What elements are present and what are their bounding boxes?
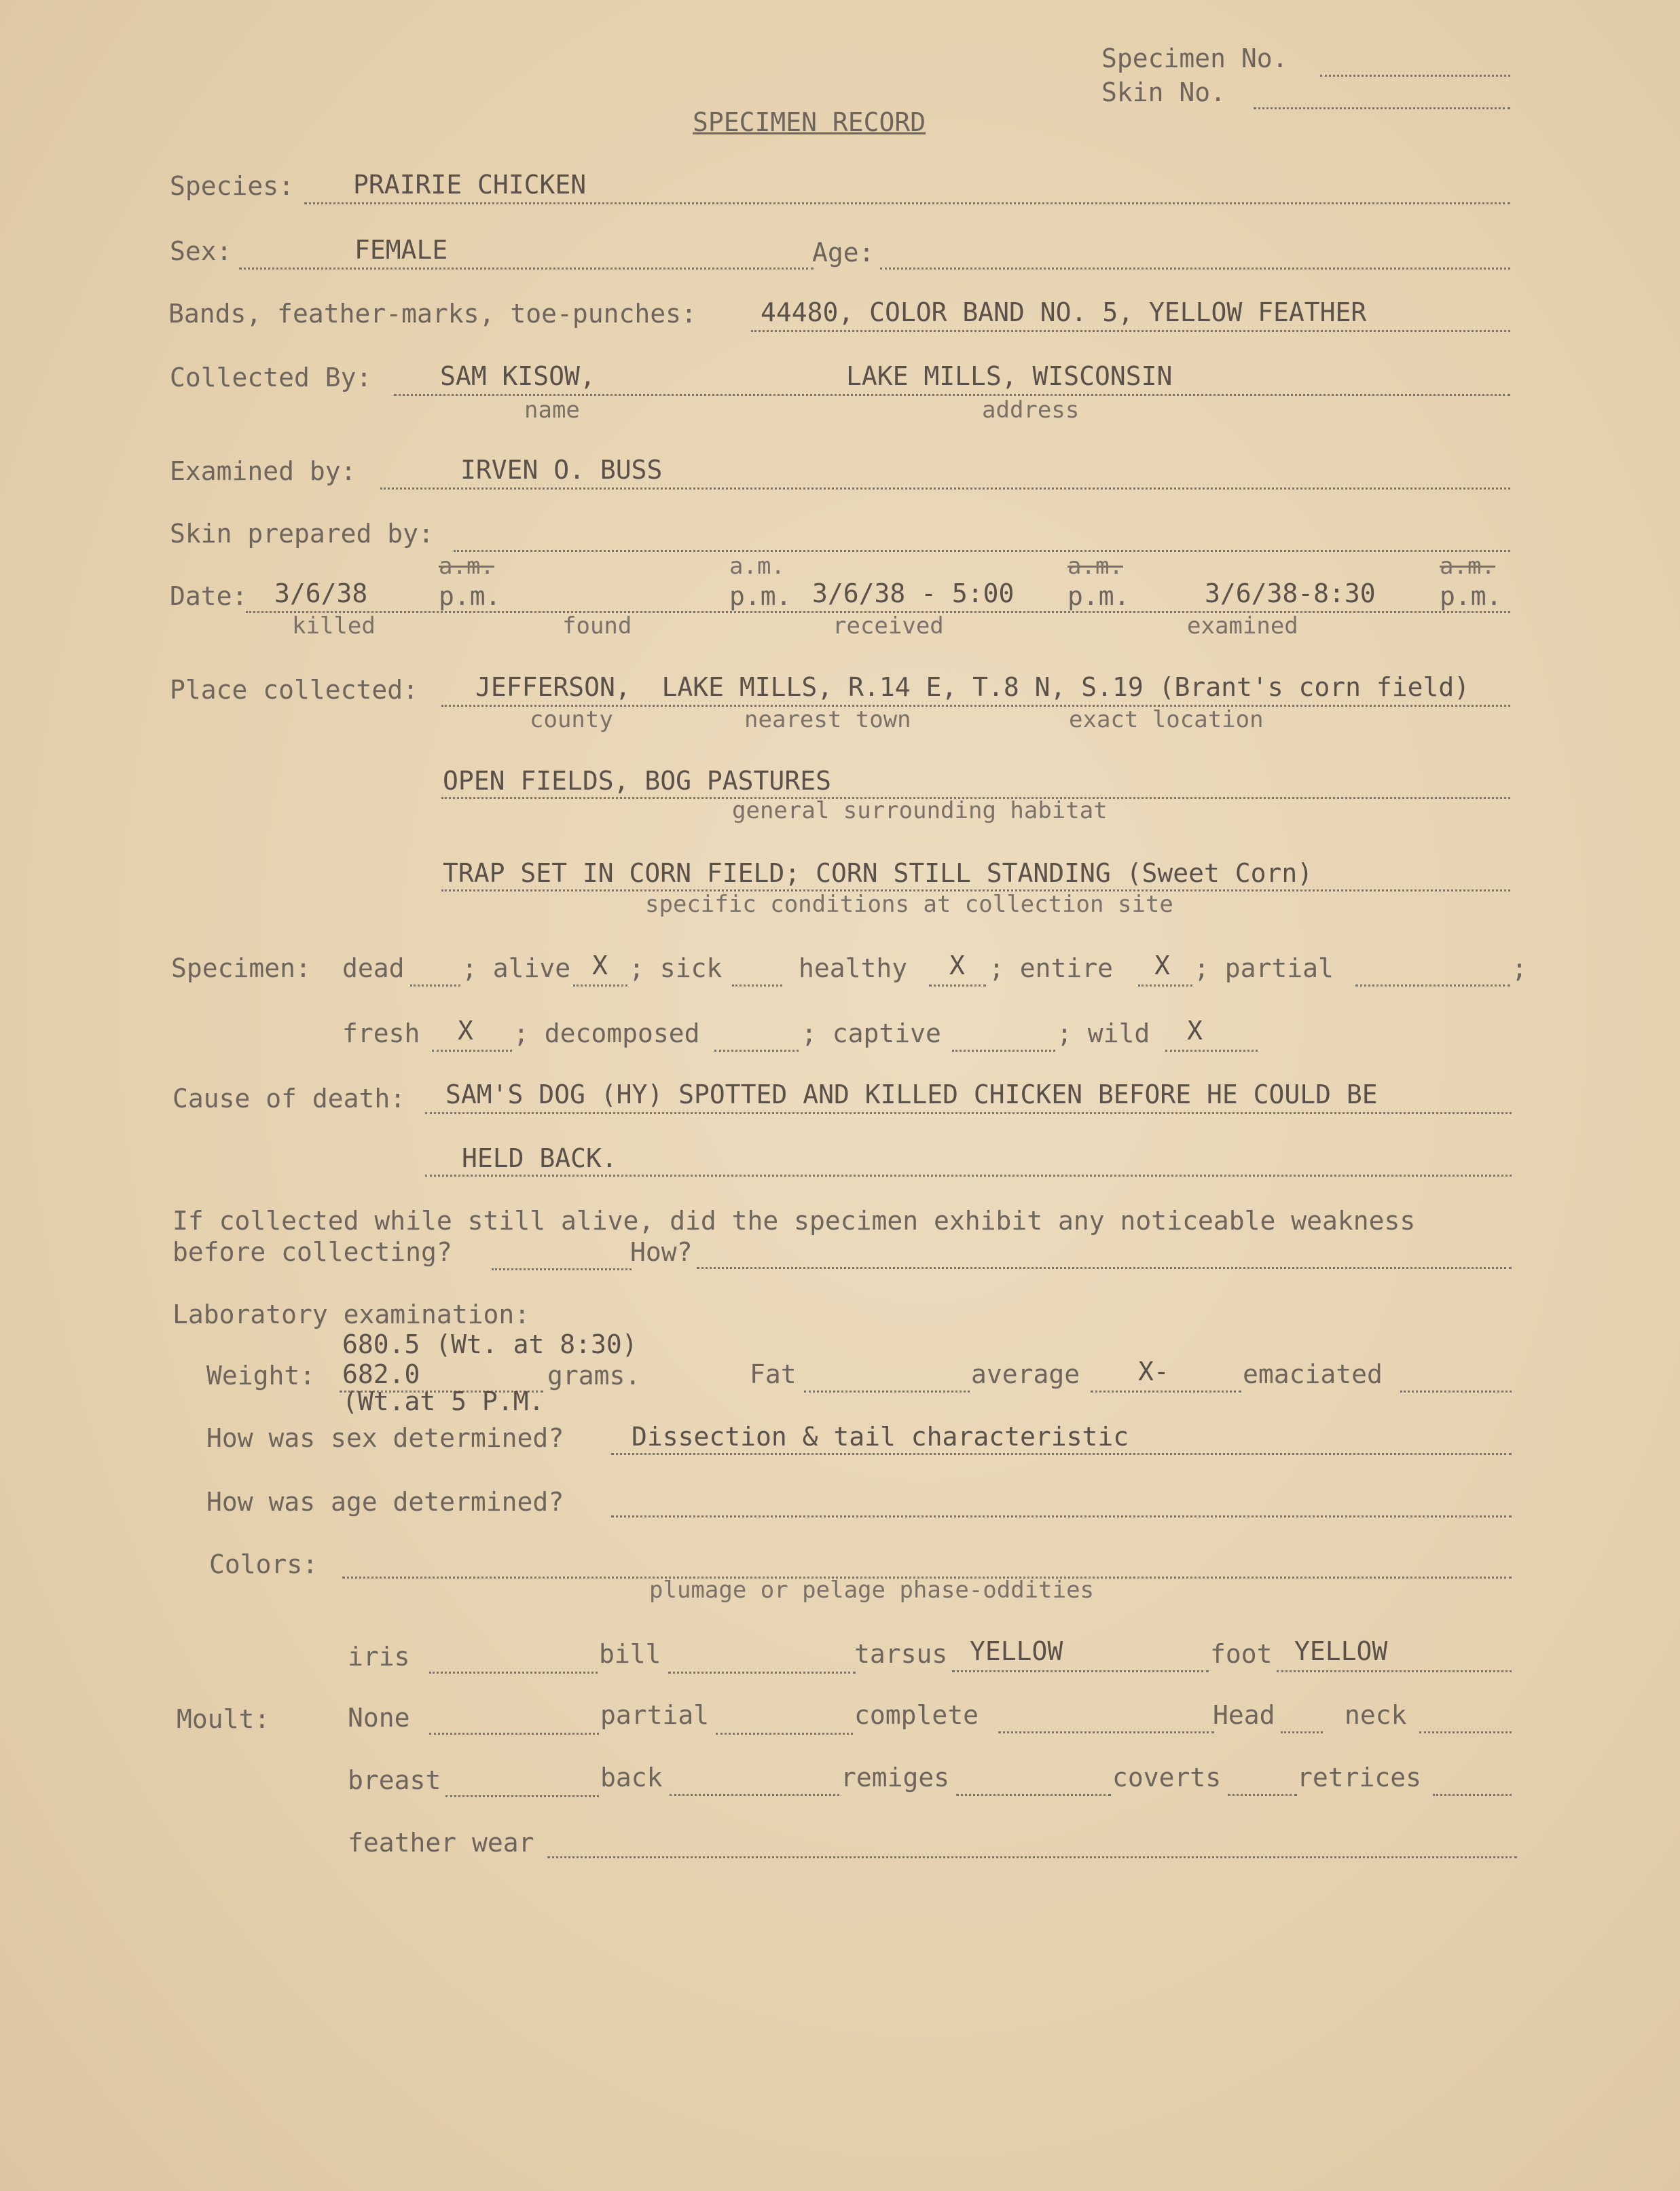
weakness-question-1: If collected while still alive, did the specimen exhibit any noticeable weakness [172, 1206, 1416, 1236]
date-received: 3/6/38 - 5:00 [812, 578, 1015, 608]
skin-no-label: Skin No. [1101, 77, 1226, 107]
healthy-label: healthy [799, 953, 908, 983]
cause-underline-1 [425, 1112, 1512, 1114]
sex-line [239, 268, 814, 270]
sex-label: Sex: [170, 236, 232, 266]
iris-line [429, 1672, 598, 1674]
page-title: SPECIMEN RECORD [693, 107, 926, 137]
species-label: Species: [170, 171, 295, 201]
skin-prepared-label: Skin prepared by: [170, 519, 434, 549]
town-caption: nearest town [744, 706, 911, 733]
found-caption: found [562, 612, 632, 640]
average-line [1091, 1391, 1241, 1393]
weakness-answer-line [492, 1268, 632, 1270]
colors-label: Colors: [209, 1549, 318, 1579]
healthy-mark: X [949, 951, 965, 980]
weight-below: (Wt.at 5 P.M. [342, 1386, 545, 1416]
conditions-value: TRAP SET IN CORN FIELD; CORN STILL STANDING (Sweet Corn) [443, 858, 1313, 888]
moult-remiges-label: remiges [841, 1763, 950, 1792]
examined-by-value: IRVEN O. BUSS [460, 455, 663, 485]
cause-underline-2 [425, 1175, 1512, 1177]
entire-label: ; entire [989, 953, 1114, 983]
sex-value: FEMALE [354, 235, 448, 265]
moult-none-line [429, 1733, 599, 1735]
weight-label: Weight: [206, 1361, 316, 1391]
age-line [880, 268, 1510, 270]
killed-pm: p.m. [439, 581, 501, 611]
sex-determined-line [611, 1453, 1512, 1455]
weight-value: 682.0 [342, 1359, 420, 1389]
emaciated-label: emaciated [1243, 1359, 1383, 1389]
collector-address: LAKE MILLS, WISCONSIN [846, 361, 1173, 391]
species-value: PRAIRIE CHICKEN [353, 170, 587, 200]
specimen-no-label: Specimen No. [1101, 43, 1288, 73]
emaciated-line [1400, 1391, 1512, 1393]
collected-line [394, 394, 1510, 396]
sick-line [732, 984, 782, 987]
bands-value: 44480, COLOR BAND NO. 5, YELLOW FEATHER [761, 297, 1367, 327]
species-line [304, 202, 1510, 204]
moult-back-label: back [600, 1763, 663, 1792]
received-am: a.m. [1067, 553, 1123, 580]
partial-semicolon: ; [1512, 953, 1527, 983]
examined-am: a.m. [1440, 553, 1495, 580]
alive-line [573, 984, 627, 987]
weakness-question-2: before collecting? [172, 1237, 452, 1267]
habitat-caption: general surrounding habitat [732, 797, 1108, 824]
moult-complete-label: complete [854, 1700, 979, 1730]
moult-breast-line [445, 1795, 599, 1797]
captive-line [952, 1050, 1055, 1052]
moult-partial-label: partial [600, 1700, 710, 1730]
fresh-label: fresh [342, 1018, 420, 1048]
moult-label: Moult: [177, 1704, 270, 1734]
moult-breast-label: breast [348, 1765, 441, 1795]
captive-label: ; captive [801, 1018, 941, 1048]
specimen-no-line [1320, 75, 1510, 77]
moult-neck-label: neck [1345, 1700, 1407, 1730]
alive-label: ; alive [462, 953, 571, 983]
moult-retrices-label: retrices [1297, 1763, 1422, 1792]
skin-prepared-line [454, 550, 1510, 552]
grams-label: grams. [547, 1361, 641, 1391]
bands-line [751, 330, 1510, 332]
wild-mark: X [1187, 1016, 1203, 1046]
decomposed-label: ; decomposed [513, 1018, 700, 1048]
sex-determined-answer: Dissection & tail characteristic [632, 1422, 1129, 1452]
date-examined: 3/6/38-8:30 [1205, 578, 1376, 608]
tarsus-value: YELLOW [970, 1636, 1063, 1666]
moult-remiges-line [956, 1794, 1111, 1796]
average-mark: X- [1138, 1357, 1169, 1386]
foot-line [1277, 1670, 1512, 1672]
average-label: average [971, 1359, 1080, 1389]
collected-by-label: Collected By: [170, 363, 372, 392]
place-value: JEFFERSON, LAKE MILLS, R.14 E, T.8 N, S.19 (Brant's corn field) [475, 672, 1470, 702]
date-killed: 3/6/38 [274, 578, 368, 608]
fat-line [804, 1391, 970, 1393]
partial-label: ; partial [1194, 953, 1334, 983]
fat-label: Fat [750, 1359, 797, 1389]
iris-label: iris [348, 1642, 410, 1672]
moult-partial-line [716, 1733, 853, 1735]
age-determined-line [611, 1515, 1512, 1517]
feather-wear-line [547, 1856, 1517, 1858]
moult-complete-line [998, 1731, 1214, 1733]
sick-label: ; sick [629, 953, 723, 983]
alive-mark: X [592, 951, 608, 980]
weight-above: 680.5 (Wt. at 8:30) [342, 1329, 638, 1359]
moult-head-label: Head [1213, 1700, 1275, 1730]
colors-caption: plumage or pelage phase-oddities [649, 1577, 1095, 1604]
dead-line [410, 984, 460, 987]
received-pm: p.m. [1067, 581, 1130, 611]
sex-determined-question: How was sex determined? [206, 1423, 564, 1453]
lab-label: Laboratory examination: [172, 1300, 530, 1329]
moult-head-line [1281, 1731, 1323, 1733]
cause-line-2: HELD BACK. [462, 1143, 617, 1173]
wild-label: ; wild [1057, 1018, 1150, 1048]
tarsus-line [952, 1670, 1209, 1672]
collector-name: SAM KISOW, [440, 361, 596, 391]
examined-pm: p.m. [1440, 581, 1502, 611]
age-label: Age: [812, 238, 875, 268]
found-am: a.m. [729, 553, 785, 580]
moult-neck-line [1419, 1731, 1512, 1733]
bill-line [668, 1672, 856, 1674]
conditions-caption: specific conditions at collection site [645, 891, 1173, 918]
dead-label: dead [342, 953, 405, 983]
bill-label: bill [599, 1639, 661, 1669]
killed-caption: killed [292, 612, 376, 640]
examined-by-line [380, 487, 1510, 490]
habitat-value: OPEN FIELDS, BOG PASTURES [443, 766, 831, 796]
examined-by-label: Examined by: [170, 456, 357, 486]
place-label: Place collected: [170, 675, 419, 705]
received-caption: received [833, 612, 944, 640]
address-caption: address [982, 397, 1080, 424]
foot-label: foot [1210, 1639, 1273, 1669]
fresh-line [432, 1050, 512, 1052]
wild-line [1165, 1050, 1258, 1052]
moult-coverts-label: coverts [1112, 1763, 1222, 1792]
weakness-how: How? [630, 1237, 693, 1267]
moult-retrices-line [1433, 1794, 1512, 1796]
tarsus-label: tarsus [854, 1639, 948, 1669]
weakness-how-line [697, 1267, 1512, 1269]
skin-no-line [1254, 107, 1510, 109]
entire-mark: X [1154, 951, 1170, 980]
examined-caption: examined [1187, 612, 1298, 640]
bands-label: Bands, feather-marks, toe-punches: [168, 299, 697, 329]
location-caption: exact location [1069, 706, 1264, 733]
moult-coverts-line [1228, 1794, 1297, 1796]
decomposed-line [714, 1050, 799, 1052]
entire-line [1138, 984, 1192, 987]
cause-label: Cause of death: [172, 1084, 406, 1113]
age-determined-question: How was age determined? [206, 1487, 564, 1517]
feather-wear-label: feather wear [348, 1828, 534, 1858]
found-pm: p.m. [729, 581, 792, 611]
healthy-line [929, 984, 986, 987]
partial-line [1355, 984, 1510, 987]
moult-back-line [670, 1794, 839, 1796]
foot-value: YELLOW [1294, 1636, 1388, 1666]
county-caption: county [530, 706, 613, 733]
specimen-label: Specimen: [171, 953, 311, 983]
date-label: Date: [170, 581, 248, 611]
moult-none-label: None [348, 1703, 410, 1733]
fresh-mark: X [458, 1016, 473, 1046]
name-caption: name [524, 397, 580, 424]
killed-am: a.m. [439, 553, 494, 580]
cause-line-1: SAM'S DOG (HY) SPOTTED AND KILLED CHICKEN BEFORE HE COULD BE [445, 1080, 1378, 1109]
